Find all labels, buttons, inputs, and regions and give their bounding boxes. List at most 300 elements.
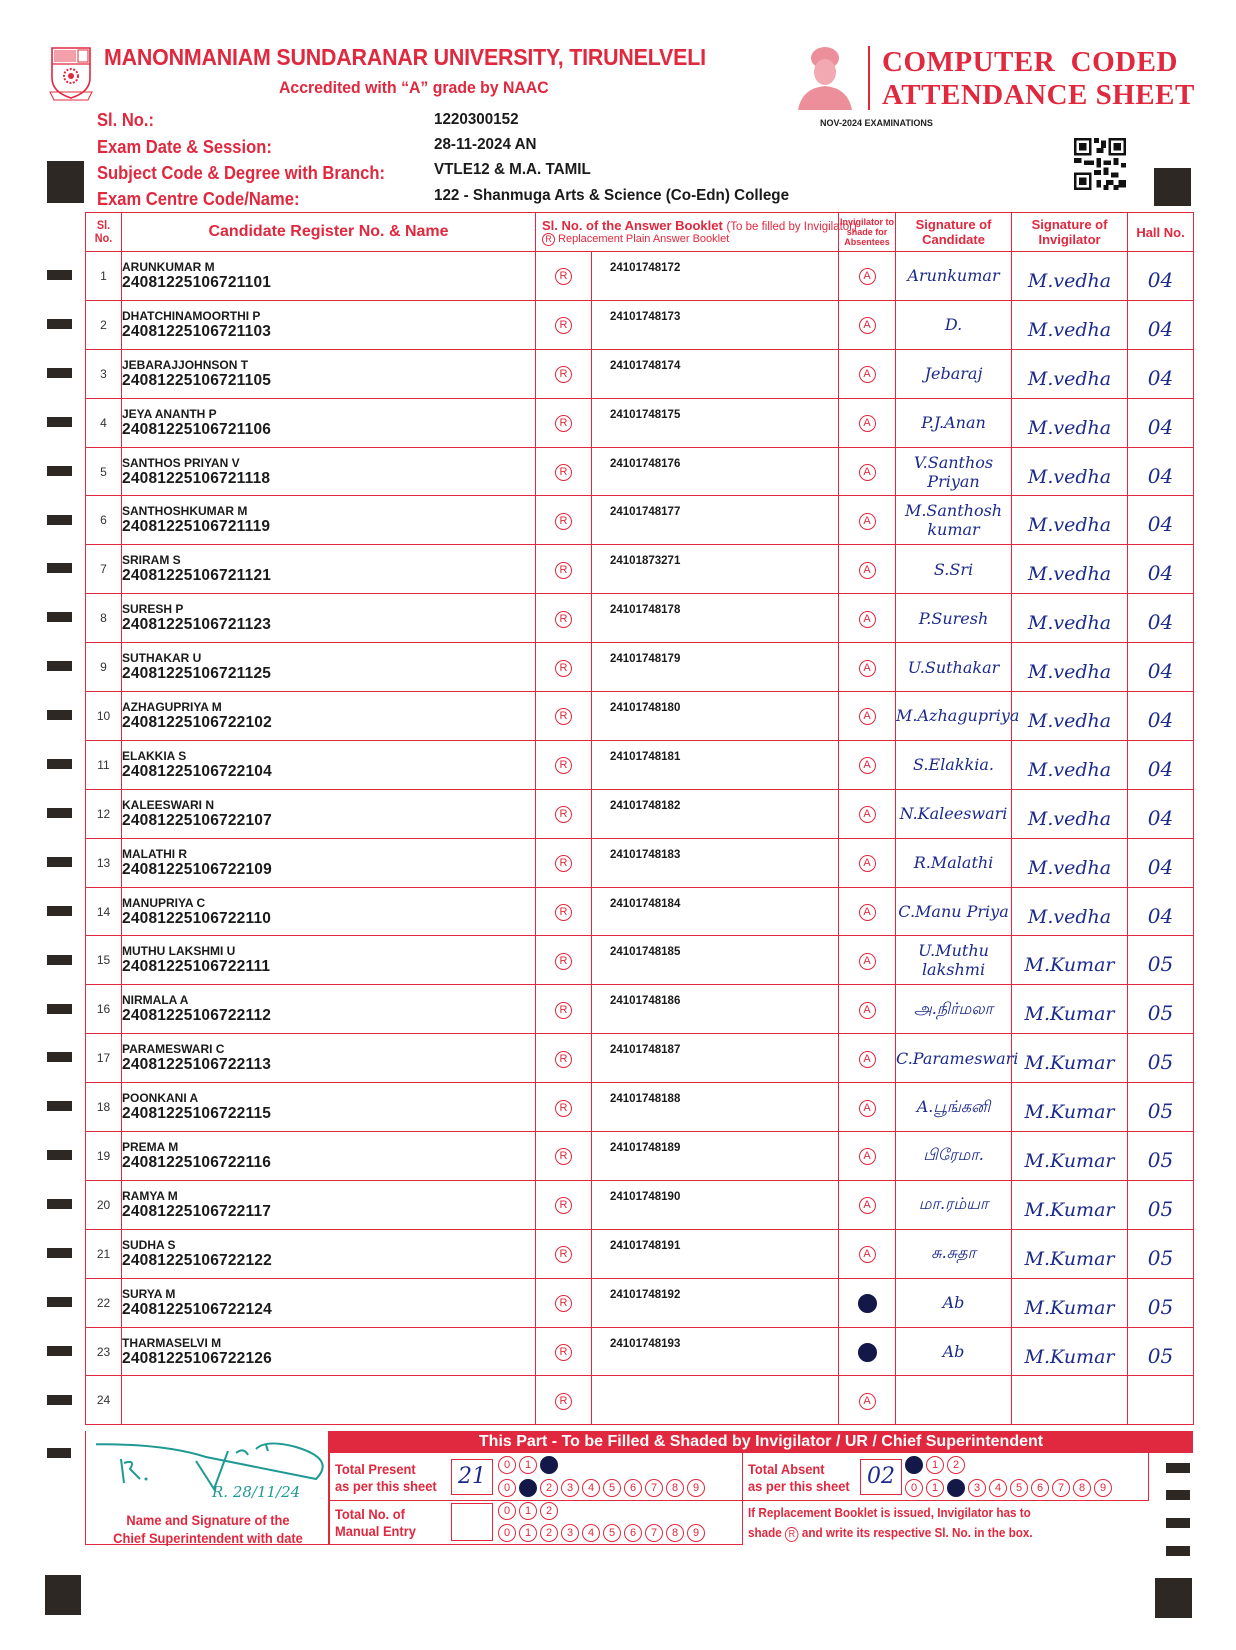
- table-row: [86, 496, 1194, 545]
- digit-bubble[interactable]: 5: [603, 1479, 621, 1497]
- timing-mark: [47, 1004, 72, 1014]
- register-number: 24081225106722109: [122, 860, 272, 878]
- candidate-cell: [122, 1083, 536, 1132]
- hall-number[interactable]: 04: [1128, 692, 1194, 741]
- hall-number[interactable]: 05: [1128, 1034, 1194, 1083]
- digit-bubble[interactable]: 1: [519, 1456, 537, 1474]
- booklet-number[interactable]: 24101748190: [592, 1180, 839, 1229]
- candidate-signature[interactable]: S.Elakkia.: [896, 740, 1012, 789]
- hall-number[interactable]: 04: [1128, 545, 1194, 594]
- digit-bubble[interactable]: 6: [1031, 1479, 1049, 1497]
- invigilator-signature[interactable]: M.vedha: [1012, 643, 1128, 692]
- digit-bubble[interactable]: [947, 1479, 965, 1497]
- candidate-signature[interactable]: [896, 1376, 1012, 1425]
- replacement-bubble[interactable]: R: [555, 268, 572, 285]
- absent-bubble[interactable]: A: [859, 855, 876, 872]
- replacement-bubble[interactable]: R: [555, 317, 572, 334]
- timing-mark: [1166, 1546, 1190, 1556]
- university-name: MANONMANIAM SUNDARANAR UNIVERSITY, TIRUNELVELI: [104, 44, 706, 70]
- invigilator-signature[interactable]: M.Kumar: [1012, 936, 1128, 985]
- centre-value: 122 - Shanmuga Arts & Science (Co-Edn) College: [434, 187, 790, 204]
- timing-mark: [1155, 1578, 1192, 1618]
- absent-bubble[interactable]: A: [859, 1246, 876, 1263]
- invigilator-signature[interactable]: M.vedha: [1012, 349, 1128, 398]
- replacement-bubble[interactable]: R: [555, 1051, 572, 1068]
- table-row: [86, 643, 1194, 692]
- replacement-bubble[interactable]: R: [555, 1197, 572, 1214]
- digit-bubble[interactable]: 4: [582, 1524, 600, 1542]
- candidate-signature[interactable]: S.Sri: [896, 545, 1012, 594]
- hall-number[interactable]: 04: [1128, 447, 1194, 496]
- candidate-cell: [122, 1132, 536, 1181]
- replacement-bubble[interactable]: R: [555, 757, 572, 774]
- total-absent-field: Total Absent as per this sheet 02 1 2 0 1 3 4 5 6 7 8 9: [743, 1453, 1149, 1501]
- chief-superintendent-box: R. 28/11/24 Name and Signature of the Chief Superintendent with date: [85, 1431, 329, 1545]
- absent-bubble[interactable]: A: [859, 904, 876, 921]
- candidate-cell: [122, 838, 536, 887]
- replacement-bubble[interactable]: R: [555, 806, 572, 823]
- candidate-cell: [122, 252, 536, 301]
- timing-mark: [47, 417, 72, 427]
- absent-bubble[interactable]: A: [859, 1197, 876, 1214]
- replacement-bubble[interactable]: R: [555, 366, 572, 383]
- booklet-number[interactable]: 24101748175: [592, 398, 839, 447]
- candidate-cell: [122, 1034, 536, 1083]
- total-absent-units-bubbles[interactable]: [905, 1479, 1112, 1497]
- timing-mark: [47, 515, 72, 525]
- candidate-signature[interactable]: R.Malathi: [896, 838, 1012, 887]
- candidate-signature[interactable]: Ab: [896, 1278, 1012, 1327]
- register-number: 24081225106721103: [122, 322, 272, 340]
- row-sl-no: 22: [86, 1278, 122, 1327]
- digit-bubble[interactable]: 7: [645, 1524, 663, 1542]
- candidate-cell: [122, 349, 536, 398]
- candidate-signature[interactable]: அ.நிர்மலா: [896, 985, 1012, 1034]
- digit-bubble[interactable]: 6: [624, 1479, 642, 1497]
- total-present-tens-bubbles[interactable]: [498, 1456, 558, 1474]
- row-sl-no: 16: [86, 985, 122, 1034]
- invigilator-signature[interactable]: M.vedha: [1012, 300, 1128, 349]
- register-number: 24081225106722126: [122, 1349, 272, 1367]
- candidate-signature[interactable]: U.Muthu lakshmi: [896, 936, 1012, 985]
- hall-number[interactable]: 04: [1128, 398, 1194, 447]
- candidate-cell: [122, 1327, 536, 1376]
- candidate-cell: [122, 643, 536, 692]
- candidate-cell: [122, 1376, 536, 1425]
- digit-bubble[interactable]: 8: [1073, 1479, 1091, 1497]
- absent-bubble[interactable]: A: [859, 415, 876, 432]
- row-sl-no: 2: [86, 300, 122, 349]
- register-number: 24081225106722116: [122, 1153, 272, 1171]
- candidate-name: JEBARAJJOHNSON T: [122, 357, 249, 372]
- absent-bubble[interactable]: A: [859, 806, 876, 823]
- digit-bubble[interactable]: 7: [645, 1479, 663, 1497]
- total-absent-tens-bubbles[interactable]: [905, 1456, 965, 1474]
- invigilator-signature[interactable]: M.Kumar: [1012, 1229, 1128, 1278]
- candidate-cell: [122, 740, 536, 789]
- absent-bubble[interactable]: A: [859, 660, 876, 677]
- digit-bubble[interactable]: 3: [561, 1479, 579, 1497]
- digit-bubble[interactable]: 8: [666, 1524, 684, 1542]
- hall-number[interactable]: 04: [1128, 643, 1194, 692]
- candidate-name: AZHAGUPRIYA M: [122, 699, 222, 714]
- timing-mark: [47, 661, 72, 671]
- booklet-number[interactable]: 24101748172: [592, 252, 839, 301]
- candidate-signature[interactable]: U.Suthakar: [896, 643, 1012, 692]
- replacement-bubble[interactable]: R: [555, 415, 572, 432]
- invigilator-signature[interactable]: M.Kumar: [1012, 1132, 1128, 1181]
- digit-bubble[interactable]: [540, 1456, 558, 1474]
- digit-bubble[interactable]: 7: [1052, 1479, 1070, 1497]
- candidate-name: RAMYA M: [122, 1188, 178, 1203]
- booklet-number[interactable]: 24101748176: [592, 447, 839, 496]
- row-sl-no: 10: [86, 692, 122, 741]
- register-number: 24081225106722122: [122, 1251, 272, 1269]
- register-number: 24081225106721125: [122, 665, 272, 683]
- register-number: 24081225106722110: [122, 909, 272, 927]
- booklet-number[interactable]: 24101748186: [592, 985, 839, 1034]
- booklet-number[interactable]: 24101748177: [592, 496, 839, 545]
- booklet-number[interactable]: [592, 1376, 839, 1425]
- candidate-signature[interactable]: மா.ரம்யா: [896, 1180, 1012, 1229]
- replacement-bubble[interactable]: R: [555, 953, 572, 970]
- register-number: 24081225106722102: [122, 713, 272, 731]
- table-row: [86, 1180, 1194, 1229]
- candidate-signature[interactable]: Ab: [896, 1327, 1012, 1376]
- absent-bubble[interactable]: A: [859, 1002, 876, 1019]
- absent-bubble[interactable]: A: [859, 464, 876, 481]
- register-number: 24081225106722113: [122, 1056, 272, 1074]
- digit-bubble[interactable]: 3: [561, 1524, 579, 1542]
- row-sl-no: 23: [86, 1327, 122, 1376]
- timing-mark: [47, 1297, 72, 1307]
- candidate-signature[interactable]: C.Parameswari: [896, 1034, 1012, 1083]
- hall-number[interactable]: 04: [1128, 300, 1194, 349]
- header-sig-invigilator: Signature of Invigilator: [1012, 213, 1128, 252]
- booklet-number[interactable]: 24101748185: [592, 936, 839, 985]
- invigilator-signature[interactable]: M.vedha: [1012, 887, 1128, 936]
- digit-bubble[interactable]: 4: [989, 1479, 1007, 1497]
- hall-number[interactable]: 05: [1128, 1083, 1194, 1132]
- manual-entry-tens-bubbles[interactable]: [498, 1502, 558, 1520]
- hall-number[interactable]: 04: [1128, 887, 1194, 936]
- booklet-number[interactable]: 24101748193: [592, 1327, 839, 1376]
- digit-bubble[interactable]: 9: [687, 1479, 705, 1497]
- digit-bubble[interactable]: 0: [498, 1456, 516, 1474]
- invigilator-signature[interactable]: M.vedha: [1012, 447, 1128, 496]
- replacement-bubble[interactable]: R: [555, 1100, 572, 1117]
- row-sl-no: 14: [86, 887, 122, 936]
- register-number: 24081225106721118: [122, 469, 271, 487]
- candidate-signature[interactable]: M.Azhagupriya: [896, 692, 1012, 741]
- timing-mark: [47, 563, 72, 573]
- digit-bubble[interactable]: 2: [540, 1524, 558, 1542]
- table-row: [86, 398, 1194, 447]
- register-number: 24081225106721121: [122, 567, 272, 585]
- absent-bubble[interactable]: A: [859, 1100, 876, 1117]
- header-sl-no: Sl. No.: [86, 213, 122, 252]
- digit-bubble[interactable]: 1: [519, 1502, 537, 1520]
- digit-bubble[interactable]: 5: [1010, 1479, 1028, 1497]
- booklet-number[interactable]: 24101748187: [592, 1034, 839, 1083]
- table-row: [86, 545, 1194, 594]
- digit-bubble[interactable]: 1: [519, 1524, 537, 1542]
- digit-bubble[interactable]: 8: [666, 1479, 684, 1497]
- replacement-bubble[interactable]: R: [555, 1002, 572, 1019]
- candidate-cell: [122, 887, 536, 936]
- hall-number[interactable]: 05: [1128, 1229, 1194, 1278]
- candidate-name: SANTHOS PRIYAN V: [122, 455, 240, 470]
- timing-mark: [47, 1052, 72, 1062]
- booklet-number[interactable]: 24101748178: [592, 594, 839, 643]
- table-header-row: [86, 213, 1194, 252]
- absent-bubble[interactable]: A: [859, 268, 876, 285]
- digit-bubble[interactable]: 0: [498, 1502, 516, 1520]
- replacement-bubble[interactable]: R: [555, 464, 572, 481]
- digit-bubble[interactable]: 9: [687, 1524, 705, 1542]
- table-row: [86, 838, 1194, 887]
- absent-bubble[interactable]: A: [859, 1051, 876, 1068]
- replacement-bubble[interactable]: R: [555, 660, 572, 677]
- absent-bubble[interactable]: A: [859, 953, 876, 970]
- subject-label: Subject Code & Degree with Branch:: [97, 163, 386, 183]
- table-row: [86, 1132, 1194, 1181]
- digit-bubble[interactable]: 5: [603, 1524, 621, 1542]
- replacement-bubble[interactable]: R: [555, 904, 572, 921]
- replacement-bubble[interactable]: R: [555, 1295, 572, 1312]
- invigilator-signature[interactable]: M.vedha: [1012, 789, 1128, 838]
- table-row: [86, 349, 1194, 398]
- hall-number[interactable]: 05: [1128, 1132, 1194, 1181]
- invigilator-signature[interactable]: M.vedha: [1012, 496, 1128, 545]
- timing-mark: [47, 466, 72, 476]
- booklet-number[interactable]: 24101748181: [592, 740, 839, 789]
- absent-bubble[interactable]: A: [859, 1393, 876, 1410]
- invigilator-signature[interactable]: M.Kumar: [1012, 1278, 1128, 1327]
- timing-mark: [47, 1248, 72, 1258]
- row-sl-no: 7: [86, 545, 122, 594]
- table-row: [86, 1376, 1194, 1425]
- replacement-bubble[interactable]: R: [555, 1393, 572, 1410]
- row-sl-no: 3: [86, 349, 122, 398]
- hall-number[interactable]: 04: [1128, 594, 1194, 643]
- timing-mark: [47, 808, 72, 818]
- invigilator-signature[interactable]: M.vedha: [1012, 398, 1128, 447]
- row-sl-no: 5: [86, 447, 122, 496]
- hall-number[interactable]: 04: [1128, 496, 1194, 545]
- digit-bubble[interactable]: 6: [624, 1524, 642, 1542]
- booklet-number[interactable]: 24101748173: [592, 300, 839, 349]
- absent-bubble[interactable]: A: [859, 562, 876, 579]
- invigilator-signature[interactable]: M.Kumar: [1012, 1083, 1128, 1132]
- booklet-number[interactable]: 24101748182: [592, 789, 839, 838]
- hall-number[interactable]: 04: [1128, 349, 1194, 398]
- manual-entry-box[interactable]: [451, 1503, 493, 1541]
- svg-text:R. 28/11/24: R. 28/11/24: [212, 1483, 301, 1499]
- candidate-cell: [122, 789, 536, 838]
- sheet-title: COMPUTER CODED ATTENDANCE SHEET: [882, 46, 1195, 111]
- digit-bubble[interactable]: 9: [1094, 1479, 1112, 1497]
- digit-bubble[interactable]: 0: [498, 1479, 516, 1497]
- booklet-number[interactable]: 24101748184: [592, 887, 839, 936]
- candidate-name: SANTHOSHKUMAR M: [122, 504, 248, 519]
- candidate-cell: [122, 496, 536, 545]
- candidate-signature[interactable]: A.பூங்கனி: [896, 1083, 1012, 1132]
- candidate-cell: [122, 545, 536, 594]
- replacement-bubble[interactable]: R: [555, 1148, 572, 1165]
- hall-number[interactable]: 05: [1128, 1180, 1194, 1229]
- timing-mark: [47, 1448, 71, 1458]
- register-number: 24081225106722112: [122, 1007, 272, 1025]
- absent-bubble[interactable]: [858, 1343, 877, 1362]
- row-sl-no: 19: [86, 1132, 122, 1181]
- register-number: 24081225106721119: [122, 518, 271, 536]
- table-row: [86, 887, 1194, 936]
- table-row: [86, 985, 1194, 1034]
- candidate-name: DHATCHINAMOORTHI P: [122, 308, 261, 323]
- candidate-name: KALEESWARI N: [122, 797, 215, 812]
- founder-portrait-icon: [794, 44, 856, 110]
- invigilator-signature[interactable]: M.vedha: [1012, 594, 1128, 643]
- invigilator-signature[interactable]: M.Kumar: [1012, 1180, 1128, 1229]
- replacement-bubble[interactable]: R: [555, 1344, 572, 1361]
- replacement-bubble[interactable]: R: [555, 1246, 572, 1263]
- candidate-signature[interactable]: P.J.Anan: [896, 398, 1012, 447]
- row-sl-no: 11: [86, 740, 122, 789]
- digit-bubble[interactable]: 2: [947, 1456, 965, 1474]
- invigilator-signature[interactable]: M.Kumar: [1012, 985, 1128, 1034]
- candidate-signature[interactable]: N.Kaleeswari: [896, 789, 1012, 838]
- register-number: 24081225106722117: [122, 1202, 272, 1220]
- digit-bubble[interactable]: 0: [498, 1524, 516, 1542]
- hall-number[interactable]: 05: [1128, 1278, 1194, 1327]
- invigilator-signature[interactable]: M.vedha: [1012, 838, 1128, 887]
- table-row: [86, 936, 1194, 985]
- booklet-number[interactable]: 24101748189: [592, 1132, 839, 1181]
- invigilator-signature[interactable]: M.vedha: [1012, 252, 1128, 301]
- hall-number[interactable]: 04: [1128, 838, 1194, 887]
- total-present-units-bubbles[interactable]: [498, 1479, 705, 1497]
- booklet-number[interactable]: 24101748180: [592, 692, 839, 741]
- total-present-box[interactable]: 21: [451, 1459, 493, 1495]
- total-absent-box[interactable]: 02: [860, 1459, 902, 1495]
- row-sl-no: 18: [86, 1083, 122, 1132]
- candidate-name: SURYA M: [122, 1286, 176, 1301]
- candidate-signature[interactable]: D.: [896, 300, 1012, 349]
- table-row: [86, 692, 1194, 741]
- replacement-bubble[interactable]: R: [555, 708, 572, 725]
- invigilator-signature[interactable]: M.vedha: [1012, 692, 1128, 741]
- invigilator-signature[interactable]: M.vedha: [1012, 545, 1128, 594]
- invigilator-signature[interactable]: [1012, 1376, 1128, 1425]
- replacement-bubble[interactable]: R: [555, 562, 572, 579]
- candidate-signature[interactable]: P.Suresh: [896, 594, 1012, 643]
- absent-bubble[interactable]: A: [859, 317, 876, 334]
- digit-bubble[interactable]: 1: [926, 1479, 944, 1497]
- absent-bubble[interactable]: A: [859, 513, 876, 530]
- digit-bubble[interactable]: [905, 1456, 923, 1474]
- digit-bubble[interactable]: 2: [540, 1502, 558, 1520]
- hall-number[interactable]: 05: [1128, 1327, 1194, 1376]
- hall-number[interactable]: 04: [1128, 789, 1194, 838]
- timing-mark: [47, 1346, 72, 1356]
- candidate-signature[interactable]: Arunkumar: [896, 252, 1012, 301]
- invigilator-signature[interactable]: M.vedha: [1012, 740, 1128, 789]
- row-sl-no: 24: [86, 1376, 122, 1425]
- row-sl-no: 9: [86, 643, 122, 692]
- candidate-cell: [122, 300, 536, 349]
- digit-bubble[interactable]: 2: [540, 1479, 558, 1497]
- booklet-number[interactable]: 24101748192: [592, 1278, 839, 1327]
- timing-mark: [47, 857, 72, 867]
- booklet-number[interactable]: 24101748174: [592, 349, 839, 398]
- candidate-signature[interactable]: C.Manu Priya: [896, 887, 1012, 936]
- candidate-signature[interactable]: M.Santhosh kumar: [896, 496, 1012, 545]
- booklet-number[interactable]: 24101748191: [592, 1229, 839, 1278]
- table-row: [86, 1034, 1194, 1083]
- digit-bubble[interactable]: 1: [926, 1456, 944, 1474]
- register-number: 24081225106721106: [122, 420, 272, 438]
- candidate-name: SRIRAM S: [122, 553, 181, 568]
- digit-bubble[interactable]: [519, 1479, 537, 1497]
- absent-bubble[interactable]: A: [859, 366, 876, 383]
- sl-no-label: Sl. No.:: [97, 110, 155, 130]
- manual-entry-units-bubbles[interactable]: [498, 1524, 705, 1542]
- table-row: [86, 252, 1194, 301]
- candidate-signature[interactable]: V.Santhos Priyan: [896, 447, 1012, 496]
- total-present-field: Total Present as per this sheet 21 0 1 0 2 3 4 5 6 7 8 9: [329, 1453, 743, 1501]
- candidate-signature[interactable]: சு.சுதா: [896, 1229, 1012, 1278]
- absent-bubble[interactable]: A: [859, 611, 876, 628]
- booklet-number[interactable]: 24101748179: [592, 643, 839, 692]
- hall-number[interactable]: 05: [1128, 936, 1194, 985]
- invigilator-signature[interactable]: M.Kumar: [1012, 1034, 1128, 1083]
- hall-number[interactable]: 04: [1128, 252, 1194, 301]
- register-number: 24081225106721101: [122, 273, 272, 291]
- candidate-signature[interactable]: Jebaraj: [896, 349, 1012, 398]
- hall-number[interactable]: 05: [1128, 985, 1194, 1034]
- replacement-bubble[interactable]: R: [555, 513, 572, 530]
- invigilator-signature[interactable]: M.Kumar: [1012, 1327, 1128, 1376]
- candidate-name: JEYA ANANTH P: [122, 406, 217, 421]
- row-sl-no: 12: [86, 789, 122, 838]
- digit-bubble[interactable]: 0: [905, 1479, 923, 1497]
- replacement-bubble[interactable]: R: [555, 855, 572, 872]
- digit-bubble[interactable]: 3: [968, 1479, 986, 1497]
- register-number: 24081225106722124: [122, 1300, 272, 1318]
- header-sig-candidate: Signature of Candidate: [896, 213, 1012, 252]
- candidate-signature[interactable]: பிரேமா.: [896, 1132, 1012, 1181]
- hall-number[interactable]: [1128, 1376, 1194, 1425]
- absent-bubble[interactable]: A: [859, 1148, 876, 1165]
- booklet-number[interactable]: 24101748183: [592, 838, 839, 887]
- summary-section: [85, 1431, 1193, 1545]
- centre-label: Exam Centre Code/Name:: [97, 189, 300, 209]
- register-number: 24081225106721105: [122, 371, 272, 389]
- timing-mark: [47, 759, 72, 769]
- absent-bubble[interactable]: [858, 1294, 877, 1313]
- timing-mark: [47, 1199, 72, 1209]
- digit-bubble[interactable]: 4: [582, 1479, 600, 1497]
- table-row: [86, 447, 1194, 496]
- absent-bubble[interactable]: A: [859, 708, 876, 725]
- booklet-number[interactable]: 24101748188: [592, 1083, 839, 1132]
- booklet-number[interactable]: 24101873271: [592, 545, 839, 594]
- hall-number[interactable]: 04: [1128, 740, 1194, 789]
- replacement-bubble[interactable]: R: [555, 611, 572, 628]
- absent-bubble[interactable]: A: [859, 757, 876, 774]
- timing-mark: [47, 161, 84, 203]
